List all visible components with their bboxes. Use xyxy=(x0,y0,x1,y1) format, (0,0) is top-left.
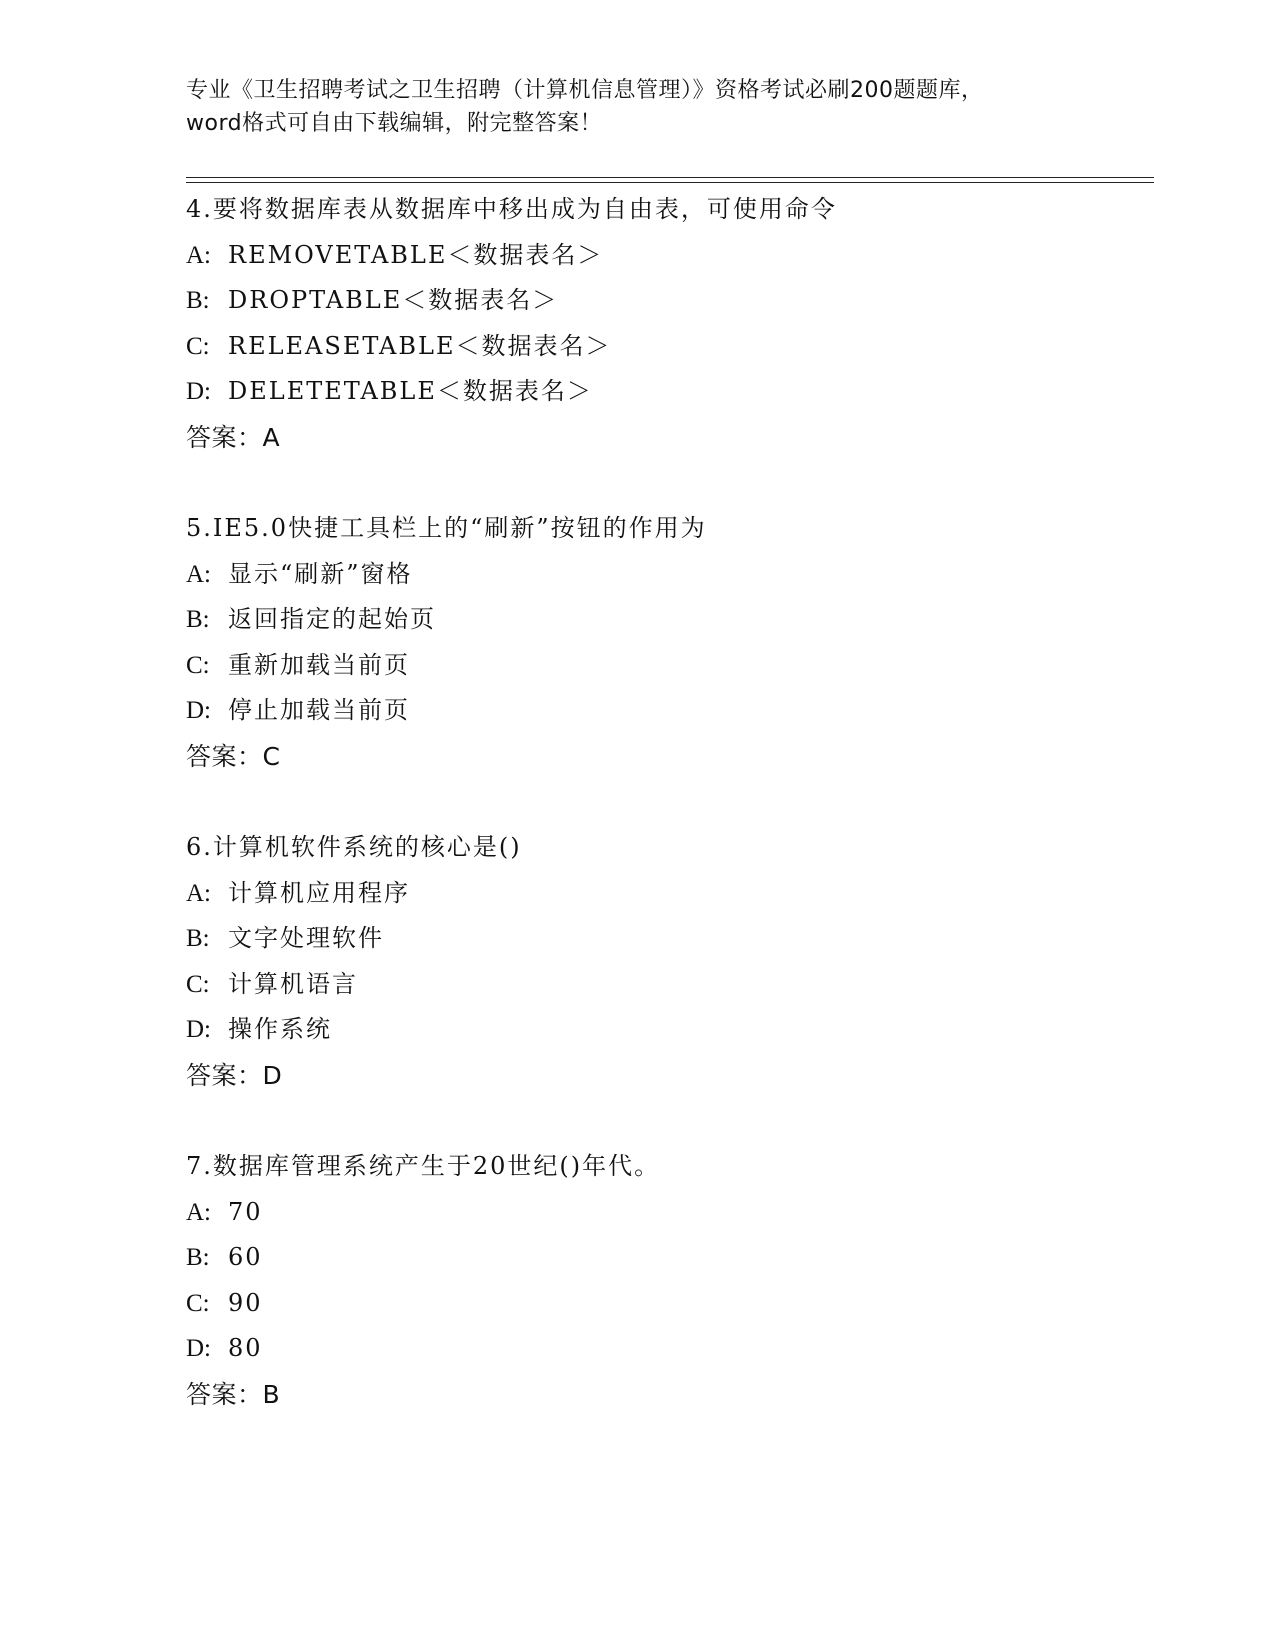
option-text: REMOVETABLE＜数据表名＞ xyxy=(228,240,604,269)
option-text: 停止加载当前页 xyxy=(228,696,410,724)
option-text: 文字处理软件 xyxy=(228,924,384,952)
option-d xyxy=(186,1326,1146,1372)
document-header xyxy=(186,74,1106,140)
question-block xyxy=(186,506,1146,779)
option-text: 显示“刷新”窗格 xyxy=(228,559,413,588)
option-letter: A: xyxy=(186,879,211,907)
option-text: 返回指定的起始页 xyxy=(228,605,436,633)
answer-line: 答案：D xyxy=(186,1060,283,1090)
option-text: RELEASETABLE＜数据表名＞ xyxy=(228,331,612,360)
question-stem: 4.要将数据库表从数据库中移出成为自由表，可使用命令 xyxy=(186,195,837,223)
option-d xyxy=(186,369,1146,415)
header-title-line-2: word格式可自由下载编辑，附完整答案！ xyxy=(186,111,603,136)
option-letter: A: xyxy=(186,560,211,588)
option-d xyxy=(186,1007,1146,1053)
option-letter: A: xyxy=(186,1198,211,1226)
question-block xyxy=(186,1144,1146,1417)
option-letter: C: xyxy=(186,332,210,360)
header-title-line-1: 专业《卫生招聘考试之卫生招聘（计算机信息管理）》资格考试必刷200题题库， xyxy=(186,78,984,103)
option-a xyxy=(186,871,1146,917)
option-letter: C: xyxy=(186,651,210,679)
option-letter: D: xyxy=(186,1335,211,1362)
option-b xyxy=(186,278,1146,324)
option-a xyxy=(186,552,1146,598)
answer-line: 答案：B xyxy=(186,1379,281,1409)
option-b xyxy=(186,1235,1146,1281)
option-letter: B: xyxy=(186,925,210,952)
option-letter: B: xyxy=(186,287,210,314)
option-text: 80 xyxy=(228,1334,263,1362)
option-c xyxy=(186,1281,1146,1327)
option-text: 计算机应用程序 xyxy=(228,878,410,907)
question-stem: 7.数据库管理系统产生于20世纪()年代。 xyxy=(186,1152,661,1180)
option-d xyxy=(186,688,1146,734)
option-letter: D: xyxy=(186,697,211,724)
option-text: 重新加载当前页 xyxy=(228,650,410,679)
option-letter: C: xyxy=(186,1289,210,1317)
option-text: 操作系统 xyxy=(228,1015,332,1043)
option-letter: C: xyxy=(186,970,210,998)
option-c xyxy=(186,643,1146,689)
option-text: 计算机语言 xyxy=(228,969,358,998)
option-text: 60 xyxy=(228,1243,263,1271)
header-divider-top xyxy=(186,177,1154,178)
option-text: DELETETABLE＜数据表名＞ xyxy=(228,377,593,405)
option-letter: A: xyxy=(186,241,211,269)
option-b xyxy=(186,916,1146,962)
option-text: 90 xyxy=(228,1288,263,1317)
option-letter: D: xyxy=(186,1016,211,1043)
header-divider-bottom xyxy=(186,182,1154,183)
option-a xyxy=(186,1190,1146,1236)
option-a xyxy=(186,233,1146,279)
option-text: 70 xyxy=(228,1197,263,1226)
answer-line: 答案：C xyxy=(186,741,281,771)
option-c xyxy=(186,962,1146,1008)
question-stem: 5.IE5.0快捷工具栏上的“刷新”按钮的作用为 xyxy=(186,514,707,542)
option-c xyxy=(186,324,1146,370)
option-letter: D: xyxy=(186,378,211,405)
option-b xyxy=(186,597,1146,643)
answer-line: 答案：A xyxy=(186,422,281,452)
option-text: DROPTABLE＜数据表名＞ xyxy=(228,286,559,314)
question-stem: 6.计算机软件系统的核心是() xyxy=(186,833,522,861)
question-block xyxy=(186,187,1146,460)
option-letter: B: xyxy=(186,606,210,633)
question-block xyxy=(186,825,1146,1098)
option-letter: B: xyxy=(186,1244,210,1271)
